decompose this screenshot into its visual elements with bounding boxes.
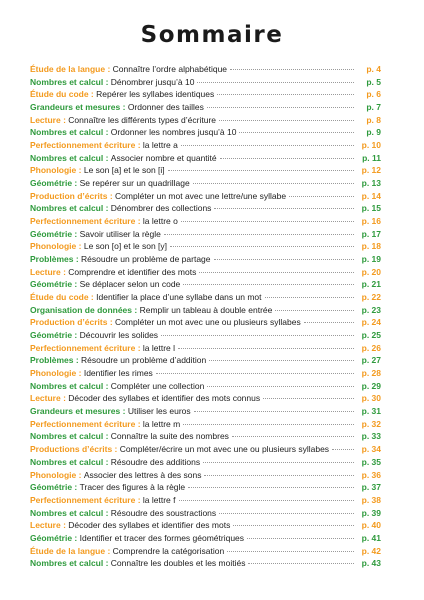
toc-entry-page: p. 18 (361, 241, 381, 252)
toc-entry-page: p. 29 (361, 380, 381, 391)
toc-entry-page: p. 23 (361, 304, 381, 315)
toc-entry-category: Géométrie : (30, 228, 78, 239)
dot-leader (304, 322, 354, 323)
toc-entry[interactable] (30, 481, 381, 494)
toc-entry-label: la lettre a (142, 140, 178, 151)
toc-entry[interactable] (30, 114, 381, 127)
toc-entry-category: Phonologie : (30, 469, 82, 480)
toc-entry-label: la lettre m (142, 418, 181, 429)
toc-entry-page: p. 41 (361, 532, 381, 543)
toc-entry-label: Associer des lettres à des sons (83, 469, 202, 480)
dot-leader (233, 525, 354, 526)
dot-leader (181, 221, 354, 222)
dot-leader (170, 246, 354, 247)
toc-entry-category: Étude de la langue : (30, 545, 111, 556)
toc-entry[interactable] (30, 126, 381, 139)
toc-entry-category: Production d’écrits : (30, 317, 113, 328)
toc-entry[interactable] (30, 316, 381, 329)
dot-leader (183, 284, 354, 285)
toc-entry-page: p. 13 (361, 178, 381, 189)
toc-entry-label: Connaître les différents types d’écriture (68, 114, 217, 125)
toc-entry-category: Nombres et calcul : (30, 203, 109, 214)
dot-leader (219, 513, 354, 514)
toc-entry-category: Nombres et calcul : (30, 127, 109, 138)
toc-entry[interactable] (30, 392, 381, 405)
toc-entry-label: Résoudre un problème d’addition (81, 355, 207, 366)
toc-entry-category: Grandeurs et mesures : (30, 102, 126, 113)
toc-entry-page: p. 32 (361, 418, 381, 429)
toc-entry-page: p. 22 (361, 292, 381, 303)
dot-leader (209, 360, 354, 361)
toc-entry[interactable] (30, 443, 381, 456)
dot-leader (248, 563, 354, 564)
toc-entry-category: Nombres et calcul : (30, 507, 109, 518)
toc-entry[interactable] (30, 177, 381, 190)
toc-entry-label: Ordonner les nombres jusqu’à 10 (110, 127, 237, 138)
toc-entry-label: Savoir utiliser la règle (79, 228, 161, 239)
toc-entry[interactable] (30, 139, 381, 152)
toc-entry-page: p. 40 (361, 520, 381, 531)
toc-entry[interactable] (30, 278, 381, 291)
toc-entry-label: Connaître les doubles et les moitiés (110, 558, 246, 569)
toc-entry-page: p. 26 (361, 342, 381, 353)
toc-entry-category: Perfectionnement écriture : (30, 216, 141, 227)
toc-entry-label: Connaître l’ordre alphabétique (112, 64, 228, 74)
toc-entry-page: p. 6 (366, 89, 381, 100)
toc-entry[interactable] (30, 430, 381, 443)
toc-entry-category: Lecture : (30, 393, 66, 404)
toc-entry-category: Lecture : (30, 520, 66, 531)
toc-entry[interactable] (30, 545, 381, 558)
toc-entry-label: Se déplacer selon un code (79, 279, 181, 290)
toc-entry-category: Géométrie : (30, 330, 78, 341)
toc-entry-page: p. 25 (361, 330, 381, 341)
toc-entry-page: p. 39 (361, 507, 381, 518)
dot-leader (204, 475, 354, 476)
toc-entry-label: Résoudre un problème de partage (81, 254, 211, 265)
toc-entry-label: Associer nombre et quantité (110, 152, 217, 163)
toc-entry-page: p. 35 (361, 456, 381, 467)
toc-entry-category: Production d’écrits : (30, 190, 113, 201)
toc-entry[interactable] (30, 190, 381, 203)
dot-leader (193, 183, 354, 184)
toc-entry-label: Se repérer sur un quadrillage (79, 178, 190, 189)
toc-entry[interactable] (30, 88, 381, 101)
dot-leader (275, 310, 354, 311)
toc-entry-page: p. 43 (361, 558, 381, 569)
toc-entry[interactable] (30, 63, 381, 76)
toc-entry[interactable] (30, 367, 381, 380)
toc-entry-category: Perfectionnement écriture : (30, 494, 141, 505)
dot-leader (217, 94, 354, 95)
toc-entry-label: la lettre f (142, 494, 176, 505)
toc-entry-label: Compléter une collection (110, 380, 205, 391)
toc-entry-label: Décoder des syllabes et identifier des mots (68, 520, 231, 531)
toc-entry-category: Étude de la langue : (30, 64, 111, 74)
toc-entry-category: Problèmes : (30, 355, 79, 366)
toc-entry[interactable] (30, 291, 381, 304)
toc-entry[interactable] (30, 456, 381, 469)
toc-entry-label: Dénombrer des collections (110, 203, 212, 214)
dot-leader (265, 297, 354, 298)
toc-entry-label: Utiliser les euros (127, 406, 191, 417)
toc-entry-category: Grandeurs et mesures : (30, 406, 126, 417)
toc-entry-category: Nombres et calcul : (30, 558, 109, 569)
toc-entry-page: p. 11 (362, 152, 381, 163)
toc-entry-label: Dénombrer jusqu’à 10 (110, 76, 195, 87)
toc-entry-page: p. 36 (361, 469, 381, 480)
toc-entry[interactable] (30, 354, 381, 367)
dot-leader (207, 107, 354, 108)
dot-leader (203, 462, 354, 463)
toc-entry-label: Décoder des syllabes et identifier des mots connus (68, 393, 261, 404)
toc-entry-category: Phonologie : (30, 165, 82, 176)
dot-leader (263, 398, 354, 399)
toc-entry-label: Le son [o] et le son [y] (83, 241, 168, 252)
toc-entry-category: Problèmes : (30, 254, 79, 265)
dot-leader (247, 538, 354, 539)
toc-entry-label: Résoudre des soustractions (110, 507, 217, 518)
dot-leader (207, 386, 354, 387)
toc-entry-page: p. 17 (361, 228, 381, 239)
toc-entry-label: Identifier les rimes (83, 368, 153, 379)
toc-entry-page: p. 27 (361, 355, 381, 366)
toc-entry[interactable] (30, 405, 381, 418)
dot-leader (214, 259, 354, 260)
toc-entry-label: Identifier et tracer des formes géométriques (79, 532, 245, 543)
toc-entry[interactable] (30, 519, 381, 532)
toc-entry[interactable] (30, 215, 381, 228)
dot-leader (199, 272, 354, 273)
toc-entry[interactable] (30, 101, 381, 114)
toc-entry-label: Tracer des figures à la règle (79, 482, 186, 493)
dot-leader (227, 551, 354, 552)
toc-entry-category: Lecture : (30, 114, 66, 125)
toc-entry-label: la lettre o (142, 216, 178, 227)
toc-entry[interactable] (30, 532, 381, 545)
toc-entry-page: p. 7 (366, 102, 381, 113)
toc-entry-category: Phonologie : (30, 368, 82, 379)
toc-entry-category: Géométrie : (30, 532, 78, 543)
toc-entry-page: p. 14 (361, 190, 381, 201)
page-title: Sommaire (140, 22, 284, 48)
toc-entry[interactable] (30, 342, 381, 355)
toc-entry-page: p. 31 (361, 406, 381, 417)
toc-entry[interactable] (30, 494, 381, 507)
toc-entry-category: Étude du code : (30, 292, 94, 303)
toc-entry-label: Compléter/écrire un mot avec une ou plusieurs syllabes (119, 444, 330, 455)
toc-entry-category: Géométrie : (30, 178, 78, 189)
toc-entry-label: Compléter un mot avec une lettre/une syllabe (115, 190, 287, 201)
toc-entry-page: p. 33 (361, 431, 381, 442)
toc-entry-label: Identifier la place d’une syllabe dans un mot (96, 292, 262, 303)
toc-entry[interactable] (30, 228, 381, 241)
toc-entry-label: Découvrir les solides (79, 330, 159, 341)
toc-entry-page: p. 16 (361, 216, 381, 227)
toc-entry-label: Ordonner des tailles (127, 102, 204, 113)
dot-leader (194, 411, 354, 412)
dot-leader (197, 82, 354, 83)
toc-entry-page: p. 21 (361, 279, 381, 290)
dot-leader (161, 335, 354, 336)
toc-entry-page: p. 4 (366, 64, 381, 74)
dot-leader (183, 424, 354, 425)
dot-leader (232, 436, 354, 437)
toc-entry-category: Nombres et calcul : (30, 431, 109, 442)
toc-entry-category: Phonologie : (30, 241, 82, 252)
dot-leader (230, 69, 354, 70)
toc-entry-category: Nombres et calcul : (30, 380, 109, 391)
toc-entry-label: Comprendre et identifier des mots (68, 266, 197, 277)
dot-leader (219, 120, 354, 121)
dot-leader (164, 234, 354, 235)
toc-entry-label: Comprendre la catégorisation (112, 545, 225, 556)
toc-entry-page: p. 9 (366, 127, 381, 138)
dot-leader (289, 196, 354, 197)
toc-entry[interactable] (30, 469, 381, 482)
dot-leader (332, 449, 354, 450)
toc-entry[interactable] (30, 152, 381, 165)
toc-entry[interactable] (30, 507, 381, 520)
toc-entry[interactable] (30, 266, 381, 279)
toc-entry-category: Nombres et calcul : (30, 456, 109, 467)
dot-leader (156, 373, 354, 374)
dot-leader (181, 145, 354, 146)
dot-leader (188, 487, 354, 488)
toc-entry-page: p. 5 (366, 76, 381, 87)
toc-entry-page: p. 42 (361, 545, 381, 556)
toc-entry-category: Nombres et calcul : (30, 76, 109, 87)
toc-entry[interactable] (30, 164, 381, 177)
toc-entry-category: Organisation de données : (30, 304, 138, 315)
dot-leader (168, 170, 354, 171)
toc-entry-category: Perfectionnement écriture : (30, 140, 141, 151)
toc-entry-page: p. 38 (361, 494, 381, 505)
toc-entry-label: Le son [a] et le son [i] (83, 165, 165, 176)
toc-entry[interactable] (30, 304, 381, 317)
toc-entry-page: p. 24 (361, 317, 381, 328)
toc-entry-page: p. 19 (361, 254, 381, 265)
toc-entry-category: Productions d’écrits : (30, 444, 118, 455)
toc-entry-page: p. 12 (361, 165, 381, 176)
toc-entry[interactable] (30, 329, 381, 342)
toc-entry-page: p. 20 (361, 266, 381, 277)
toc-entry[interactable] (30, 202, 381, 215)
toc-entry-category: Géométrie : (30, 279, 78, 290)
toc-entry-page: p. 10 (361, 140, 381, 151)
toc-entry-page: p. 15 (361, 203, 381, 214)
toc-entry-category: Perfectionnement écriture : (30, 418, 141, 429)
toc-entry[interactable] (30, 557, 381, 570)
dot-leader (178, 348, 354, 349)
dot-leader (214, 208, 354, 209)
toc-entry-page: p. 34 (361, 444, 381, 455)
toc-entry-page: p. 8 (366, 114, 381, 125)
dot-leader (220, 158, 354, 159)
toc-entry-page: p. 37 (361, 482, 381, 493)
toc-entry-category: Géométrie : (30, 482, 78, 493)
toc-entry[interactable] (30, 240, 381, 253)
toc-entry-category: Lecture : (30, 266, 66, 277)
toc-entry-label: Résoudre des additions (110, 456, 201, 467)
toc-entry-page: p. 28 (361, 368, 381, 379)
toc-entry-page: p. 30 (361, 393, 381, 404)
toc-entry-category: Étude du code : (30, 89, 94, 100)
toc-entry-label: Connaître la suite des nombres (110, 431, 229, 442)
toc-entry[interactable] (30, 76, 381, 89)
toc-entry-label: Remplir un tableau à double entrée (139, 304, 273, 315)
toc-entry[interactable] (30, 253, 381, 266)
toc-entry-label: Repérer les syllabes identiques (96, 89, 215, 100)
toc-entry-label: Compléter un mot avec une ou plusieurs syllabes (115, 317, 301, 328)
toc-entry-category: Perfectionnement écriture : (30, 342, 141, 353)
toc-entry[interactable] (30, 380, 381, 393)
table-of-contents (30, 63, 381, 570)
toc-entry[interactable] (30, 418, 381, 431)
dot-leader (239, 132, 354, 133)
toc-entry-category: Nombres et calcul : (30, 152, 109, 163)
dot-leader (179, 500, 354, 501)
toc-entry-label: la lettre l (142, 342, 176, 353)
